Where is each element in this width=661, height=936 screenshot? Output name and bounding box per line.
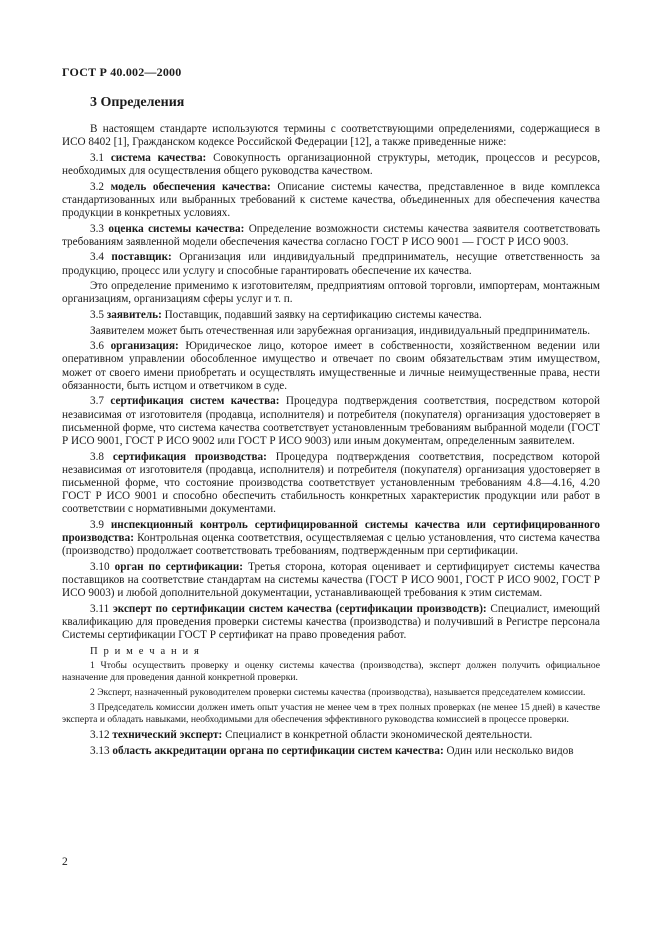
term-3-4: 3.4 поставщик: Организация или индивидуальный предприниматель, несущие ответственность за продукцию, процесс или услугу и способные гарантировать обеспечение их качества. [62, 251, 600, 277]
document-code: ГОСТ Р 40.002—2000 [62, 65, 182, 79]
section-body [62, 123, 600, 760]
term-name: сертификация систем качества: [110, 395, 280, 408]
page-number: 2 [62, 856, 68, 868]
term-name: модель обеспечения качества: [110, 180, 271, 193]
term-3-2: 3.2 модель обеспечения качества: Описание системы качества, представленное в виде комплекса стандартизованных или выбранных требований к системе качества, объединенных для обеспечения качества продукции в конкретных условиях. [62, 180, 601, 219]
section-title: 3 Определения [90, 95, 185, 110]
term-3-8: 3.8 сертификация производства: Процедура подтверждения соответствия, посредством которой независимая от изготовителя (продавца, исполнителя) и потребителя (покупателя) организация удостоверяет в письменной форме, что состояние производства соответствует установленным требованиям 4.8—4.16, 4.20 ГОСТ Р ИСО 9001 и способно обеспечить стабильность конкретных характеристик продукции или работ в соответствии с нормативными документами. [62, 450, 601, 516]
note-2: 2 Эксперт, назначенный руководителем проверки системы качества (производства), называется председателем комиссии. [90, 687, 586, 699]
term-3-9: 3.9 инспекционный контроль сертифицированной системы качества или сертифицированного производства: Контрольная оценка соответствия, осуществляемая с целью установления, что система качества (производство) продолжает соответствовать требованиям, подтвержденным при сертификации. [62, 518, 600, 558]
term-name: технический эксперт: [112, 729, 223, 742]
term-name: оценка системы качества: [108, 222, 245, 235]
term-3-3: 3.3 оценка системы качества: Определение возможности системы качества заявителя соответствовать требованиям заявленной модели обеспечения качества согласно ГОСТ Р ИСО 9001 — ГОСТ Р ИСО 9003. [62, 222, 601, 248]
notes-heading: П р и м е ч а н и я [90, 645, 201, 657]
note-1: 1 Чтобы осуществить проверку и оценку системы качества (производства), эксперт должен получить официальное назначение для проведения данной конкретной проверки. [62, 660, 600, 684]
term-3-5: 3.5 заявитель: Поставщик, подавший заявку на сертификацию системы качества. [90, 308, 482, 321]
term-name: организация: [110, 340, 179, 353]
term-name: область аккредитации органа по сертификации систем качества: [112, 744, 444, 757]
term-name: система качества: [110, 151, 207, 164]
intro-paragraph: В настоящем стандарте используются термины с соответствующими определениями, содержащиеся в ИСО 8402 [1], Гражданском кодексе Российской Федерации [12], а также приведенные ниже: [62, 123, 600, 149]
term-3-6: 3.6 организация: Юридическое лицо, которое имеет в собственности, хозяйственном ведении или оперативном управлении обособленное имущество и отвечает по своим обязательствам этим имуществом, может от своего имени приобретать и осуществлять имущественные и личные неимущественные права, нести обязанности, быть истцом и ответчиком в суде. [62, 340, 601, 392]
term-3-13: 3.13 область аккредитации органа по сертификации систем качества: Один или несколько видов [90, 744, 574, 757]
note-3: 3 Председатель комиссии должен иметь опыт участия не менее чем в трех полных проверках (не менее 15 дней) в качестве эксперта и обладать навыками, необходимыми для обеспечения эффективного руководства комиссией в процессе проверки. [62, 702, 600, 726]
term-name: орган по сертификации: [114, 560, 243, 573]
term-3-10: 3.10 орган по сертификации: Третья сторона, которая оценивает и сертифицирует системы качества поставщиков на соответствие стандартам на системы качества (ГОСТ Р ИСО 9001, ГОСТ Р ИСО 9002, ГОСТ Р ИСО 9003) и любой дополнительной документации, устанавливающей требования к этим системам. [62, 560, 601, 600]
term-name: поставщик: [111, 251, 172, 264]
term-name: заявитель: [106, 308, 162, 321]
term-3-12: 3.12 технический эксперт: Специалист в конкретной области экономической деятельности. [90, 729, 533, 742]
term-name: эксперт по сертификации систем качества (сертификации производств): [112, 602, 487, 615]
term-3-7: 3.7 сертификация систем качества: Процедура подтверждения соответствия, посредством которой независимая от изготовителя (продавца, исполнителя) и потребителя (покупателя) организация удостоверяет в письменной форме, что система качества соответствует установленным требованиям выбранной модели (ГОСТ Р ИСО 9001, ГОСТ Р ИСО 9002 или ГОСТ Р ИСО 9003) или иным документам, определенным заявителем. [62, 395, 601, 447]
term-name: инспекционный контроль сертифицированной системы качества или сертифицированного производства: [62, 518, 600, 545]
term-3-11: 3.11 эксперт по сертификации систем качества (сертификации производств): Специалист, имеющий квалификацию для проведения проверки системы качества (производства) и получивший в Регистре персонала Системы сертификации ГОСТ Р сертификат на право проведения работ. [62, 602, 600, 642]
term-3-5-extra: Заявителем может быть отечественная или зарубежная организация, индивидуальный предприниматель. [90, 324, 591, 337]
term-3-1: 3.1 система качества: Совокупность организационной структуры, методик, процессов и ресурсов, необходимых для осуществления общего руководства качеством. [62, 151, 601, 177]
term-name: сертификация производства: [112, 450, 267, 463]
term-3-4-extra: Это определение применимо к изготовителям, предприятиям оптовой торговли, импортерам, монтажным организациям, организациям сферы услуг и т. п. [62, 280, 600, 306]
